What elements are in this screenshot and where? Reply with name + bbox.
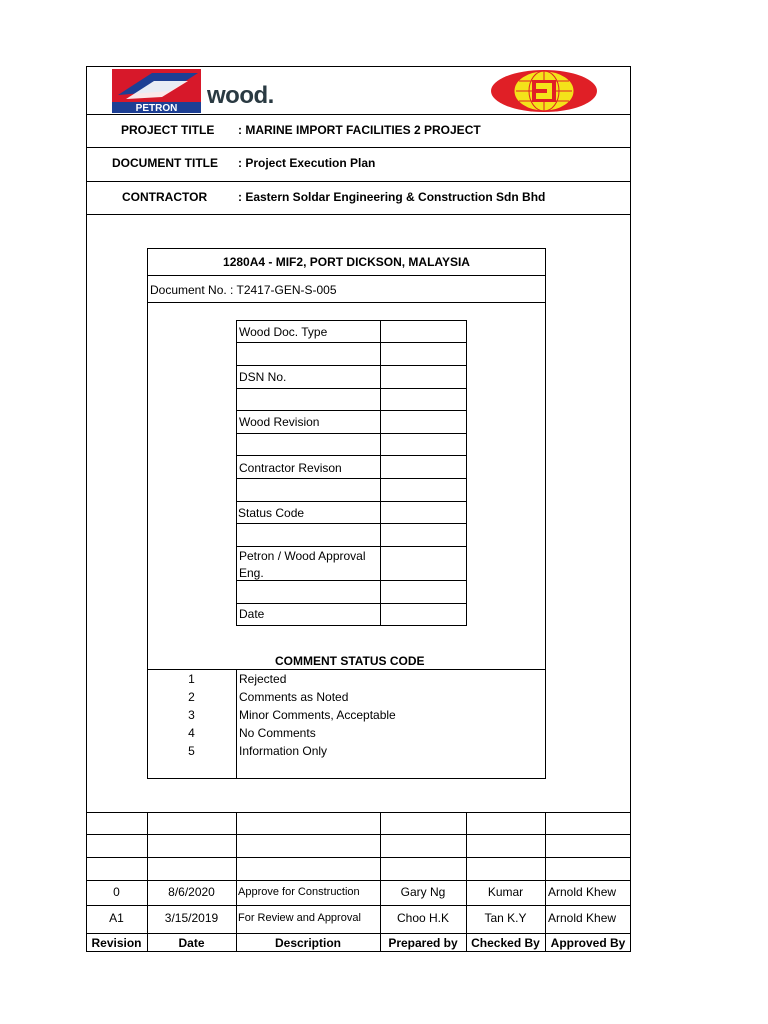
field-wood-revision: Wood Revision (239, 415, 320, 429)
field-status-code: Status Code (238, 506, 305, 520)
field-row-line (236, 388, 467, 389)
code-text: Rejected (239, 672, 287, 686)
code-text: Information Only (239, 744, 328, 758)
project-title-label: PROJECT TITLE (121, 123, 215, 137)
contractor-label: CONTRACTOR (122, 190, 208, 204)
description-cell: For Review and Approval (238, 912, 361, 924)
comment-column-divider (236, 669, 237, 779)
field-row-line (236, 433, 467, 434)
comment-divider (147, 669, 546, 670)
revision-table-line (86, 857, 631, 858)
box-divider (147, 275, 546, 276)
project-location-title: 1280A4 - MIF2, PORT DICKSON, MALAYSIA (223, 255, 470, 269)
field-row-line (236, 546, 467, 547)
prepared-cell: Choo H.K (396, 911, 450, 925)
field-row-line (236, 410, 467, 411)
petron-logo-text: PETRON (135, 103, 178, 113)
description-cell: Approve for Construction (238, 886, 360, 898)
revision-col-line (236, 812, 237, 952)
checked-cell: Tan K.Y (484, 911, 527, 925)
wood-logo-dot: . (267, 82, 274, 109)
code-text: No Comments (239, 726, 316, 740)
date-cell: 3/15/2019 (164, 911, 219, 925)
box-divider (147, 302, 546, 303)
wood-logo (207, 82, 274, 110)
date-header: Date (178, 936, 205, 950)
code-number: 1 (188, 672, 195, 686)
revision-table-line (86, 905, 631, 906)
revision-table-line (86, 834, 631, 835)
contractor-seal-logo (490, 68, 598, 114)
date-cell: 8/6/2020 (168, 885, 215, 899)
code-text: Comments as Noted (239, 690, 349, 704)
code-text: Minor Comments, Acceptable (239, 708, 396, 722)
revision-table-line (86, 812, 631, 813)
comment-status-heading: COMMENT STATUS CODE (275, 654, 425, 668)
header-divider (86, 214, 631, 215)
project-title-value: : MARINE IMPORT FACILITIES 2 PROJECT (238, 123, 481, 137)
description-header: Description (274, 936, 341, 950)
checked-by-header: Checked By (471, 936, 540, 950)
approved-cell: Arnold Khew (548, 885, 617, 899)
revision-table-line (86, 933, 631, 934)
code-number: 4 (188, 726, 195, 740)
checked-cell: Kumar (487, 885, 524, 899)
revision-col-line (545, 812, 546, 952)
approved-by-header: Approved By (550, 936, 626, 950)
document-title-label: DOCUMENT TITLE (112, 156, 218, 170)
prepared-by-header: Prepared by (388, 936, 458, 950)
field-row-line (236, 478, 467, 479)
code-number: 5 (188, 744, 195, 758)
revision-col-line (147, 812, 148, 952)
revision-col-line (380, 812, 381, 952)
field-dsn-no: DSN No. (239, 370, 287, 384)
document-number: Document No. : T2417-GEN-S-005 (150, 283, 337, 297)
field-date: Date (239, 607, 265, 621)
header-divider (86, 114, 631, 115)
revision-cell: 0 (113, 885, 120, 899)
field-row-line (236, 523, 467, 524)
document-title-value: : Project Execution Plan (238, 156, 376, 170)
wood-logo-text: wood (207, 82, 268, 109)
prepared-cell: Gary Ng (400, 885, 446, 899)
revision-cell: A1 (109, 911, 124, 925)
field-contractor-revision: Contractor Revison (239, 461, 342, 475)
field-approval-eng: Petron / Wood Approval Eng. (239, 549, 366, 580)
code-number: 3 (188, 708, 195, 722)
field-row-line (236, 455, 467, 456)
field-row-line (236, 365, 467, 366)
field-row-line (236, 342, 467, 343)
header-divider (86, 147, 631, 148)
revision-col-line (466, 812, 467, 952)
code-number: 2 (188, 690, 195, 704)
contractor-value: : Eastern Soldar Engineering & Construction Sdn Bhd (238, 190, 546, 204)
header-divider (86, 181, 631, 182)
approved-cell: Arnold Khew (548, 911, 617, 925)
field-row-line (236, 501, 467, 502)
revision-header: Revision (91, 936, 142, 950)
revision-table-line (86, 880, 631, 881)
field-wood-doc-type: Wood Doc. Type (239, 325, 328, 339)
petron-logo (112, 69, 201, 113)
field-row-line (236, 603, 467, 604)
